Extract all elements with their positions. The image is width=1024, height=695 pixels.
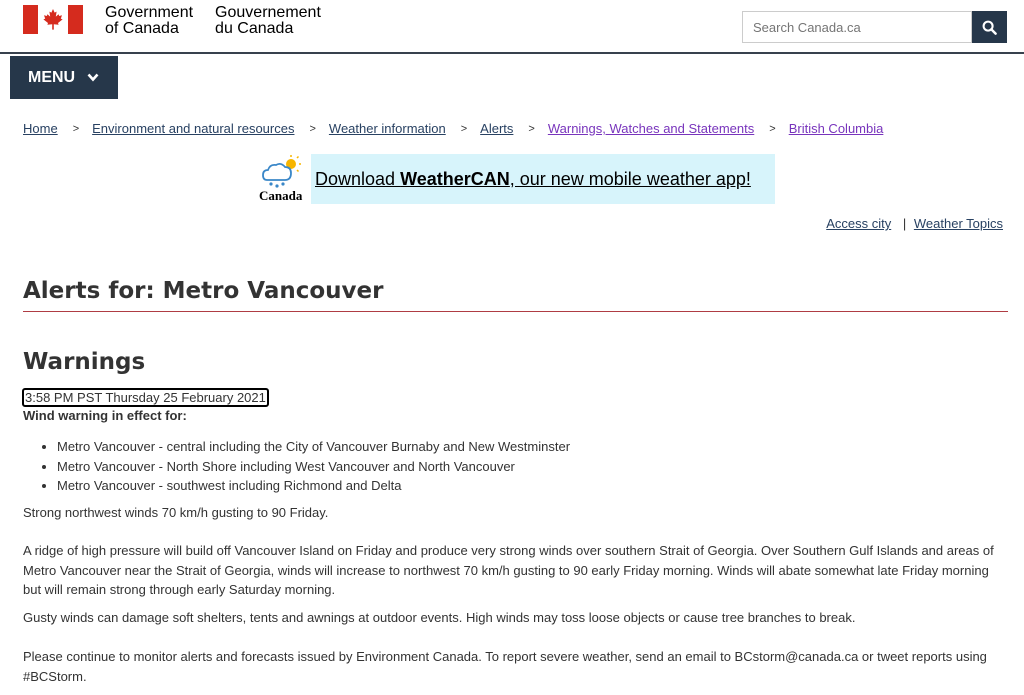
- breadcrumb-separator: >: [309, 123, 316, 135]
- site-search: [742, 11, 1007, 43]
- weather-topics-link[interactable]: Weather Topics: [913, 216, 1003, 231]
- list-item: • Metro Vancouver - southwest including Richmond and Delta: [57, 476, 570, 496]
- alert-impacts: Gusty winds can damage soft shelters, tents and awnings at outdoor events. High winds may toss loose objects or cause tree branches to break.: [23, 610, 856, 625]
- wordmark-en-line1: Government: [105, 4, 194, 21]
- wordmark-en-line2: of Canada: [105, 20, 179, 37]
- breadcrumb-weather-information[interactable]: Weather information: [328, 121, 446, 136]
- page-title: Alerts for: Metro Vancouver: [23, 278, 1008, 312]
- breadcrumb-separator: >: [528, 123, 535, 135]
- breadcrumb-separator: >: [769, 123, 776, 135]
- alert-advice: Please continue to monitor alerts and forecasts issued by Environment Canada. To report severe weather, send an email to BCstorm@canada.ca or tweet reports using #BCStorm.: [23, 649, 987, 684]
- link-bold: WeatherCAN: [400, 168, 510, 189]
- utility-separator: |: [902, 216, 907, 231]
- search-icon: [982, 20, 997, 35]
- alert-timestamp[interactable]: 3:58 PM PST Thursday 25 February 2021: [22, 388, 269, 407]
- breadcrumb-separator: >: [72, 123, 80, 135]
- wordmark: [105, 5, 343, 37]
- menu-button[interactable]: [10, 56, 118, 99]
- search-input[interactable]: [742, 11, 972, 43]
- wordmark-fr-line1: Gouvernement: [215, 4, 321, 21]
- utility-links: [826, 216, 1003, 231]
- link-suffix: , our new mobile weather app!: [509, 168, 751, 189]
- menu-label: MENU: [28, 68, 76, 86]
- search-button[interactable]: [972, 11, 1007, 43]
- weathercan-banner[interactable]: [257, 154, 775, 206]
- site-header: [0, 0, 1024, 54]
- breadcrumb-alerts[interactable]: Alerts: [480, 121, 514, 136]
- breadcrumb-environment[interactable]: Environment and natural resources: [92, 121, 295, 136]
- weathercan-link-box: [311, 154, 775, 204]
- alert-summary: Strong northwest winds 70 km/h gusting to 90 Friday.: [23, 505, 329, 520]
- list-item: • Metro Vancouver - North Shore including West Vancouver and North Vancouver: [57, 457, 570, 477]
- list-item: • Metro Vancouver - central including the City of Vancouver Burnaby and New Westminster: [57, 437, 570, 457]
- access-city-link[interactable]: Access city: [826, 216, 892, 231]
- canada-wordmark: Canada: [259, 188, 303, 203]
- wordmark-english: [105, 5, 193, 37]
- weathercan-download-link[interactable]: [315, 169, 751, 190]
- wordmark-fr-line2: du Canada: [215, 20, 294, 37]
- canada-flag-icon: [23, 5, 83, 34]
- warning-title: Wind warning in effect for:: [23, 408, 187, 423]
- breadcrumb-separator: >: [460, 123, 468, 135]
- breadcrumb: [23, 121, 883, 138]
- region-list: [23, 437, 570, 496]
- breadcrumb-british-columbia[interactable]: British Columbia: [788, 121, 884, 136]
- breadcrumb-home[interactable]: Home: [23, 121, 58, 136]
- section-heading: Warnings: [23, 349, 146, 375]
- wordmark-french: [215, 5, 321, 37]
- breadcrumb-warnings[interactable]: Warnings, Watches and Statements: [547, 121, 755, 136]
- goc-signature[interactable]: [23, 5, 343, 37]
- link-prefix: Download: [315, 168, 401, 189]
- weathercan-app-icon: [257, 154, 309, 206]
- alert-details: A ridge of high pressure will build off Vancouver Island on Friday and produce very strong winds over southern Strait of Georgia. Over Southern Gulf Islands and areas of Metro Vancouver near the Strait of Georgia, winds will increase to northwest 70 km/h gusting to 90 early Friday morning. Winds will abate somewhat late Friday morning but will remain strong through early Saturday morning.: [23, 543, 994, 597]
- chevron-down-icon: [87, 73, 99, 82]
